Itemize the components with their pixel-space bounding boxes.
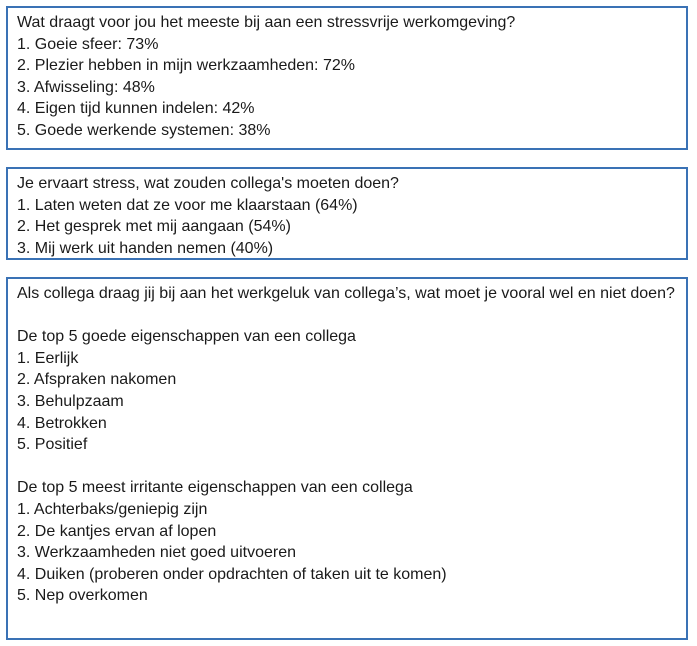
list-item: 2. Plezier hebben in mijn werkzaamheden: 72% — [17, 57, 355, 75]
list-item: 5. Goede werkende systemen: 38% — [17, 121, 271, 139]
list-item: 3. Afwisseling: 48% — [17, 78, 155, 96]
good-traits-heading: De top 5 goede eigenschappen van een collega — [17, 328, 356, 346]
list-item: 2. Afspraken nakomen — [17, 371, 177, 389]
colleague-traits-box — [6, 277, 688, 640]
list-item: 1. Goeie sfeer: 73% — [17, 35, 159, 53]
question-colleague-traits: Als collega draag jij bij aan het werkgeluk van collega’s, wat moet je vooral wel en niet doen? — [17, 285, 675, 302]
list-item: 3. Mij werk uit handen nemen (40%) — [17, 239, 274, 257]
question-colleague-support: Je ervaart stress, wat zouden collega's moeten doen? — [17, 175, 399, 192]
list-item: 1. Eerlijk — [17, 349, 79, 367]
bad-traits-heading: De top 5 meest irritante eigenschappen van een collega — [17, 479, 413, 497]
colleague-support-box — [6, 167, 688, 260]
list-item: 1. Achterbaks/geniepig zijn — [17, 500, 208, 518]
list-item: 4. Duiken (proberen onder opdrachten of taken uit te komen) — [17, 565, 447, 583]
spacer — [17, 456, 678, 478]
question-stress-free-workplace: Wat draagt voor jou het meeste bij aan een stressvrije werkomgeving? — [17, 14, 516, 31]
list-item: 5. Positief — [17, 436, 88, 454]
list-item: 4. Betrokken — [17, 414, 107, 432]
list-item: 2. De kantjes ervan af lopen — [17, 522, 217, 540]
spacer — [17, 305, 678, 327]
stress-free-workplace-box — [6, 6, 688, 150]
list-item: 2. Het gesprek met mij aangaan (54%) — [17, 218, 291, 236]
list-item: 3. Behulpzaam — [17, 392, 124, 410]
list-item: 5. Nep overkomen — [17, 587, 148, 605]
list-item: 1. Laten weten dat ze voor me klaarstaan (64%) — [17, 196, 358, 214]
list-item: 4. Eigen tijd kunnen indelen: 42% — [17, 100, 255, 118]
list-item: 3. Werkzaamheden niet goed uitvoeren — [17, 544, 296, 562]
